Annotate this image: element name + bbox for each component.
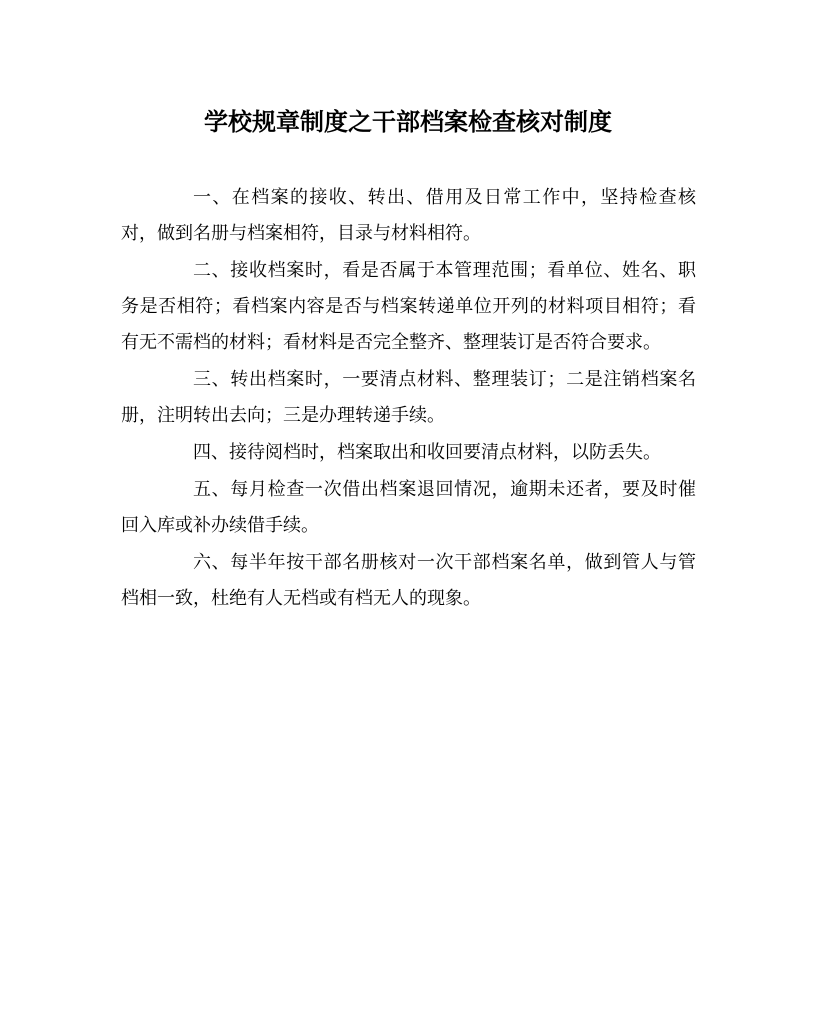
document-body [121, 180, 696, 618]
document-title: 学校规章制度之干部档案检查核对制度 [204, 107, 612, 136]
paragraph-6: 六、每半年按干部名册核对一次干部档案名单，做到管人与管档相一致，杜绝有人无档或有档无人的现象。 [121, 552, 696, 609]
paragraph-3: 三、转出档案时，一要清点材料、整理装订；二是注销档案名册，注明转出去向；三是办理转递手续。 [121, 369, 696, 426]
paragraph-5: 五、每月检查一次借出档案退回情况，逾期未还者，要及时催回入库或补办续借手续。 [121, 479, 696, 536]
paragraph-4: 四、接待阅档时，档案取出和收回要清点材料，以防丢失。 [193, 442, 661, 463]
paragraph-1: 一、在档案的接收、转出、借用及日常工作中，坚持检查核对，做到名册与档案相符，目录与材料相符。 [121, 187, 696, 244]
paragraph-2: 二、接收档案时，看是否属于本管理范围；看单位、姓名、职务是否相符；看档案内容是否与档案转递单位开列的材料项目相符；看有无不需档的材料；看材料是否完全整齐、整理装订是否符合要求。 [121, 260, 696, 353]
